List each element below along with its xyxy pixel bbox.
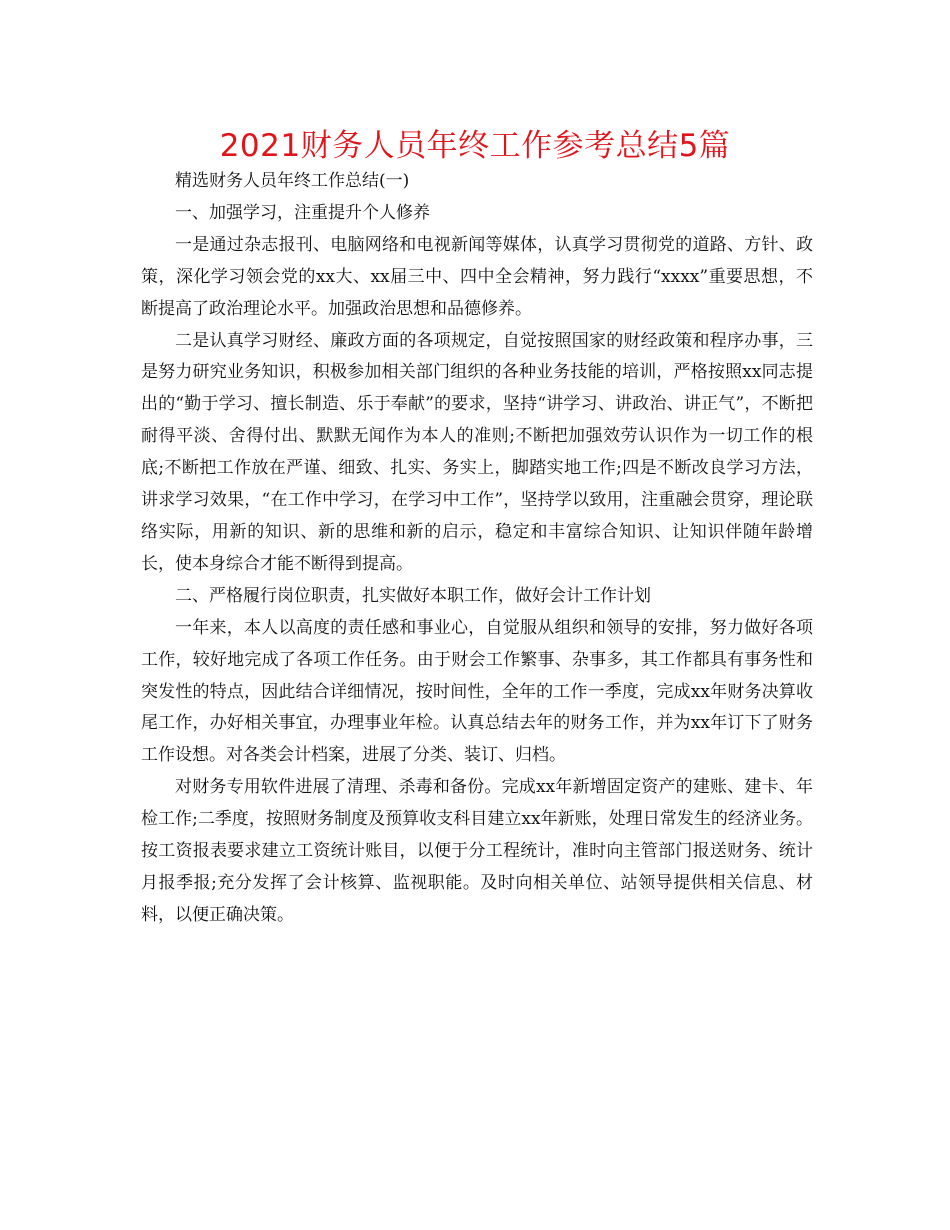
- paragraph-4: 对财务专用软件进展了清理、杀毒和备份。完成xx年新增固定资产的建账、建卡、年检工作;二季度，按照财务制度及预算收支科目建立xx年新账，处理日常发生的经济业务。按工资报表要求建立工资统计账目，以便于分工程统计，准时向主管部门报送财务、统计月报季报;充分发挥了会计核算、监视职能。及时向相关单位、站领导提供相关信息、材料，以便正确决策。: [141, 777, 813, 925]
- paragraph-2: 二是认真学习财经、廉政方面的各项规定，自觉按照国家的财经政策和程序办事，三是努力研究业务知识，积极参加相关部门组织的各种业务技能的培训，严格按照xx同志提出的“勤于学习、擅长制造、乐于奉献”的要求，坚持“讲学习、讲政治、讲正气”，不断把耐得平淡、舍得付出、默默无闻作为本人的准则;不断把加强效劳认识作为一切工作的根底;不断把工作放在严谨、细致、扎实、务实上，脚踏实地工作;四是不断改良学习方法，讲求学习效果，“在工作中学习，在学习中工作”，坚持学以致用，注重融会贯穿，理论联络实际，用新的知识、新的思维和新的启示，稳定和丰富综合知识、让知识伴随年龄增长，使本身综合才能不断得到提高。: [141, 330, 813, 574]
- section-1-heading: 一、加强学习，注重提升个人修养: [175, 202, 430, 223]
- paragraph-3: 一年来，本人以高度的责任感和事业心，自觉服从组织和领导的安排，努力做好各项工作，较好地完成了各项工作任务。由于财会工作繁事、杂事多，其工作都具有事务性和突发性的特点，因此结合详细情况，按时间性，全年的工作一季度，完成xx年财务决算收尾工作，办好相关事宜，办理事业年检。认真总结去年的财务工作，并为xx年订下了财务工作设想。对各类会计档案，进展了分类、装订、归档。: [141, 617, 813, 766]
- document-title: 2021财务人员年终工作参考总结5篇: [219, 128, 731, 164]
- document-body: [141, 166, 813, 932]
- subtitle: 精选财务人员年终工作总结(一): [175, 171, 410, 191]
- paragraph-1: 一是通过杂志报刊、电脑网络和电视新闻等媒体，认真学习贯彻党的道路、方针、政策，深化学习领会党的xx大、xx届三中、四中全会精神，努力践行“xxxx”重要思想，不断提高了政治理论水平。加强政治思想和品德修养。: [141, 234, 813, 319]
- section-2-heading: 二、严格履行岗位职责，扎实做好本职工作，做好会计工作计划: [175, 585, 651, 606]
